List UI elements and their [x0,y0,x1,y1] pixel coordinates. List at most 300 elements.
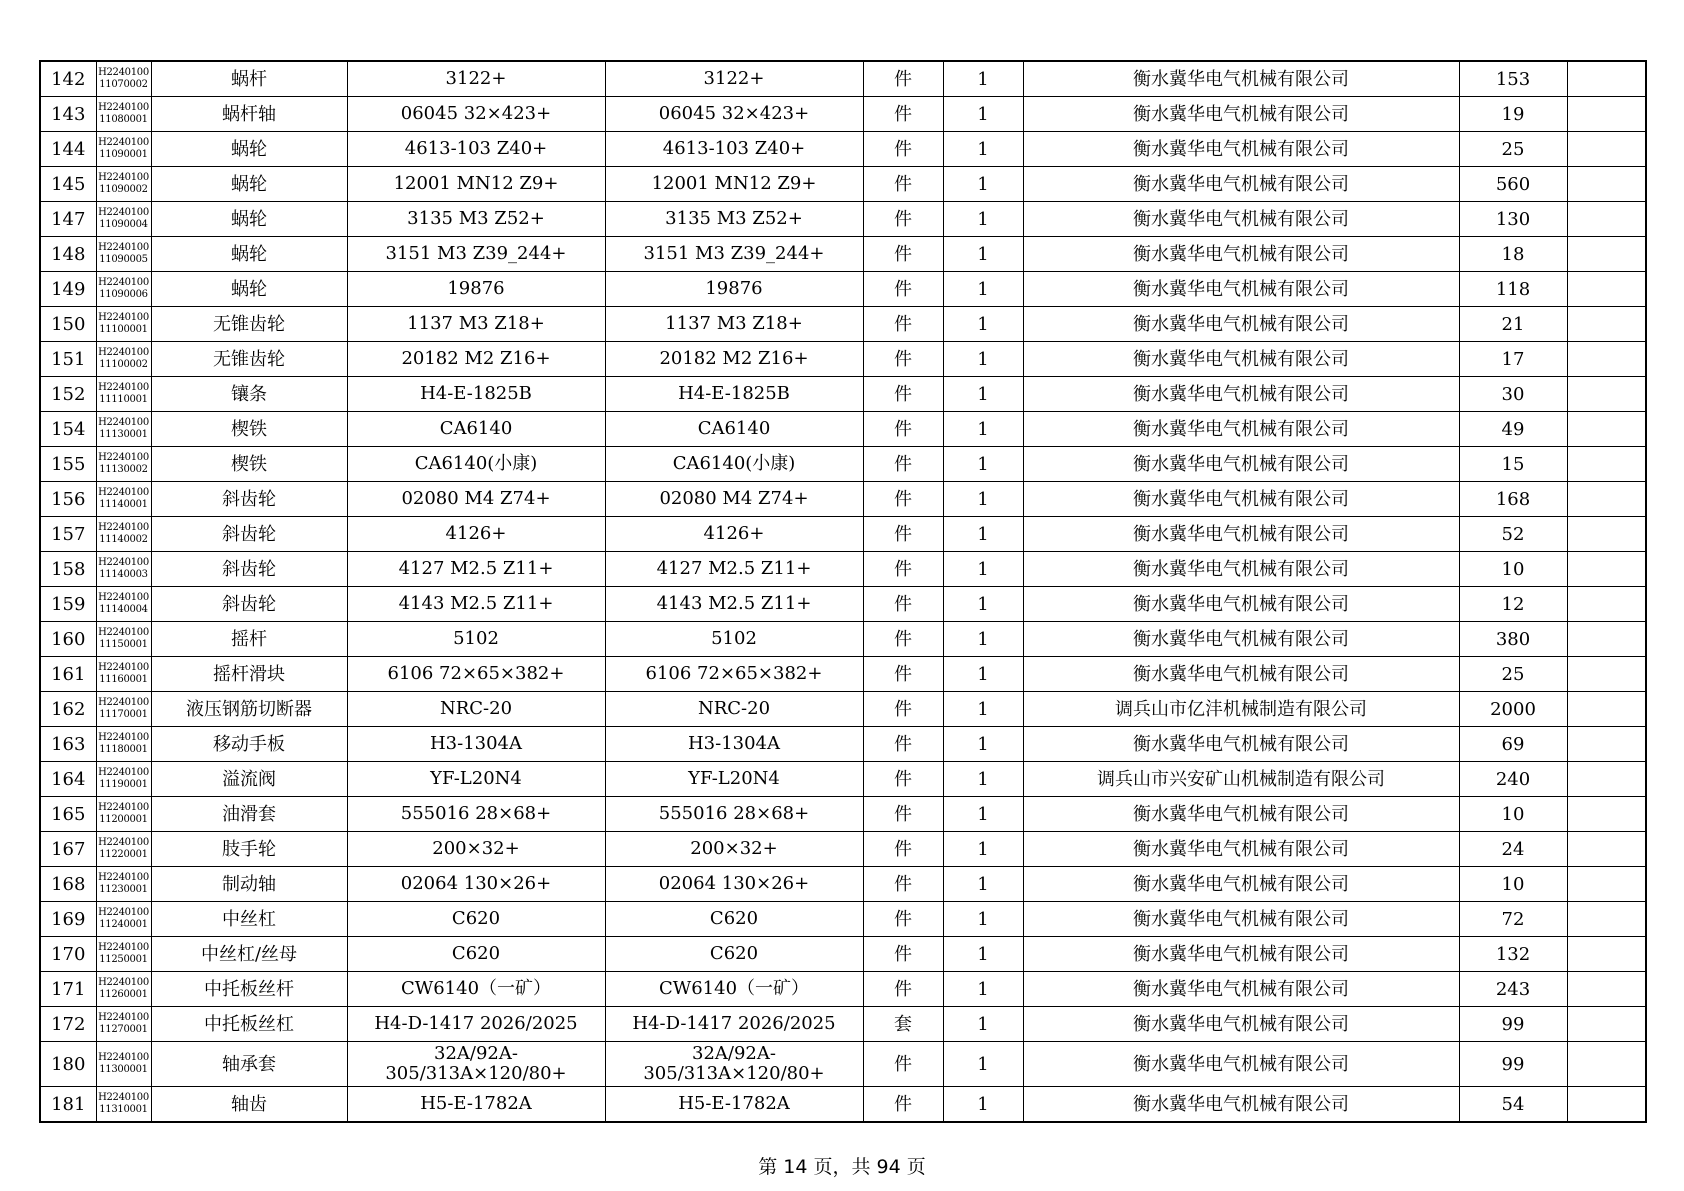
material-code-line: H2240100 [98,242,149,253]
material-code-line: H2240100 [98,662,149,673]
item-name-cell: 楔铁 [151,447,347,482]
row-number-cell: 157 [40,517,96,552]
material-code-line: H2240100 [98,382,149,393]
supplier-cell: 衡水冀华电气机械有限公司 [1023,657,1459,692]
item-name-cell: 轴齿 [151,1087,347,1123]
material-code-cell [96,587,151,622]
material-code-line: H2240100 [98,417,149,428]
quantity-cell: 1 [943,657,1023,692]
material-code-cell [96,902,151,937]
item-name-cell: 无锥齿轮 [151,307,347,342]
model-cell: YF-L20N4 [605,762,863,797]
supplier-cell: 衡水冀华电气机械有限公司 [1023,61,1459,97]
quantity-cell: 1 [943,762,1023,797]
material-code-cell [96,167,151,202]
spec-cell: 3135 M3 Z52+ [347,202,605,237]
model-cell: CW6140（一矿） [605,972,863,1007]
quantity-cell: 1 [943,902,1023,937]
spec-cell: 32A/92A-305/313A×120/80+ [347,1042,605,1087]
material-code-line: 11100001 [99,324,148,335]
price-cell: 240 [1459,762,1567,797]
material-code-line: 11090005 [99,254,148,265]
supplier-cell: 衡水冀华电气机械有限公司 [1023,972,1459,1007]
model-cell: 3151 M3 Z39_244+ [605,237,863,272]
row-number-cell: 156 [40,482,96,517]
quantity-cell: 1 [943,797,1023,832]
row-number-cell: 163 [40,727,96,762]
note-cell [1567,937,1646,972]
row-number-cell: 172 [40,1007,96,1042]
note-cell [1567,657,1646,692]
table-row [40,517,1646,552]
supplier-cell: 衡水冀华电气机械有限公司 [1023,867,1459,902]
material-code-line: 11090002 [99,184,148,195]
item-name-cell: 摇杆 [151,622,347,657]
model-cell: 06045 32×423+ [605,97,863,132]
spec-cell: CA6140(小康) [347,447,605,482]
quantity-cell: 1 [943,587,1023,622]
item-name-cell: 中丝杠 [151,902,347,937]
table-row [40,1042,1646,1087]
material-code-line: H2240100 [98,522,149,533]
supplier-cell: 调兵山市亿沣机械制造有限公司 [1023,692,1459,727]
material-code-cell [96,1042,151,1087]
price-cell: 10 [1459,552,1567,587]
quantity-cell: 1 [943,202,1023,237]
material-code-line: H2240100 [98,627,149,638]
price-cell: 54 [1459,1087,1567,1123]
model-cell: H5-E-1782A [605,1087,863,1123]
material-code-line: H2240100 [98,172,149,183]
item-name-cell: 无锥齿轮 [151,342,347,377]
row-number-cell: 159 [40,587,96,622]
spec-cell: H4-E-1825B [347,377,605,412]
item-name-cell: 蜗轮 [151,202,347,237]
row-number-cell: 168 [40,867,96,902]
unit-cell: 件 [863,517,943,552]
price-cell: 25 [1459,657,1567,692]
supplier-cell: 衡水冀华电气机械有限公司 [1023,482,1459,517]
quantity-cell: 1 [943,937,1023,972]
price-cell: 72 [1459,902,1567,937]
material-code-line: H2240100 [98,1052,149,1063]
material-code-line: 11110001 [99,394,148,405]
material-code-line: H2240100 [98,907,149,918]
table-row [40,342,1646,377]
quantity-cell: 1 [943,692,1023,727]
price-cell: 17 [1459,342,1567,377]
material-code-cell [96,202,151,237]
note-cell [1567,167,1646,202]
material-code-line: H2240100 [98,557,149,568]
model-cell: CA6140(小康) [605,447,863,482]
price-cell: 52 [1459,517,1567,552]
supplier-cell: 衡水冀华电气机械有限公司 [1023,517,1459,552]
spec-cell: 200×32+ [347,832,605,867]
unit-cell: 件 [863,762,943,797]
note-cell [1567,307,1646,342]
quantity-cell: 1 [943,1042,1023,1087]
spec-cell: 02080 M4 Z74+ [347,482,605,517]
item-name-cell: 蜗杆轴 [151,97,347,132]
material-code-cell [96,727,151,762]
quantity-cell: 1 [943,727,1023,762]
material-code-line: 11090001 [99,149,148,160]
supplier-cell: 调兵山市兴安矿山机械制造有限公司 [1023,762,1459,797]
item-name-cell: 斜齿轮 [151,482,347,517]
row-number-cell: 147 [40,202,96,237]
material-code-line: H2240100 [98,1012,149,1023]
model-cell: C620 [605,902,863,937]
table-row [40,167,1646,202]
spec-cell: 1137 M3 Z18+ [347,307,605,342]
material-code-line: 11200001 [99,814,148,825]
item-name-cell: 镶条 [151,377,347,412]
unit-cell: 件 [863,412,943,447]
unit-cell: 件 [863,482,943,517]
unit-cell: 件 [863,657,943,692]
note-cell [1567,692,1646,727]
unit-cell: 件 [863,377,943,412]
material-code-cell [96,342,151,377]
table-row [40,132,1646,167]
quantity-cell: 1 [943,482,1023,517]
table-row [40,657,1646,692]
material-code-line: 11270001 [99,1024,148,1035]
model-cell: 200×32+ [605,832,863,867]
unit-cell: 件 [863,61,943,97]
supplier-cell: 衡水冀华电气机械有限公司 [1023,167,1459,202]
row-number-cell: 164 [40,762,96,797]
quantity-cell: 1 [943,237,1023,272]
material-code-line: 11180001 [99,744,148,755]
material-code-cell [96,622,151,657]
note-cell [1567,727,1646,762]
material-code-cell [96,377,151,412]
row-number-cell: 167 [40,832,96,867]
material-code-line: H2240100 [98,312,149,323]
material-code-line: H2240100 [98,592,149,603]
unit-cell: 件 [863,937,943,972]
row-number-cell: 165 [40,797,96,832]
table-row [40,902,1646,937]
unit-cell: 件 [863,727,943,762]
unit-cell: 套 [863,1007,943,1042]
item-name-cell: 斜齿轮 [151,587,347,622]
spec-cell: NRC-20 [347,692,605,727]
spec-cell: H3-1304A [347,727,605,762]
model-cell: H4-E-1825B [605,377,863,412]
unit-cell: 件 [863,1042,943,1087]
item-name-cell: 楔铁 [151,412,347,447]
table-row [40,272,1646,307]
spec-cell: 06045 32×423+ [347,97,605,132]
supplier-cell: 衡水冀华电气机械有限公司 [1023,1087,1459,1123]
row-number-cell: 144 [40,132,96,167]
model-cell: 1137 M3 Z18+ [605,307,863,342]
spec-cell: 12001 MN12 Z9+ [347,167,605,202]
material-code-line: 11240001 [99,919,148,930]
spec-cell: 02064 130×26+ [347,867,605,902]
model-cell: 6106 72×65×382+ [605,657,863,692]
supplier-cell: 衡水冀华电气机械有限公司 [1023,622,1459,657]
item-name-cell: 中托板丝杠 [151,1007,347,1042]
table-row [40,97,1646,132]
unit-cell: 件 [863,447,943,482]
supplier-cell: 衡水冀华电气机械有限公司 [1023,552,1459,587]
supplier-cell: 衡水冀华电气机械有限公司 [1023,307,1459,342]
quantity-cell: 1 [943,552,1023,587]
material-code-cell [96,937,151,972]
quantity-cell: 1 [943,61,1023,97]
row-number-cell: 150 [40,307,96,342]
supplier-cell: 衡水冀华电气机械有限公司 [1023,902,1459,937]
spec-cell: 5102 [347,622,605,657]
model-cell: 3135 M3 Z52+ [605,202,863,237]
quantity-cell: 1 [943,307,1023,342]
material-code-cell [96,97,151,132]
material-code-cell [96,307,151,342]
table-row [40,762,1646,797]
item-name-cell: 移动手板 [151,727,347,762]
row-number-cell: 171 [40,972,96,1007]
quantity-cell: 1 [943,272,1023,307]
note-cell [1567,622,1646,657]
material-code-cell [96,552,151,587]
table-row [40,412,1646,447]
note-cell [1567,447,1646,482]
material-code-line: 11140003 [99,569,148,580]
material-code-line: 11250001 [99,954,148,965]
note-cell [1567,482,1646,517]
price-cell: 168 [1459,482,1567,517]
page-footer: 第 14 页，共 94 页 [758,1156,926,1178]
unit-cell: 件 [863,587,943,622]
table-row [40,937,1646,972]
table-row [40,727,1646,762]
item-name-cell: 轴承套 [151,1042,347,1087]
table-row [40,587,1646,622]
material-code-cell [96,797,151,832]
item-name-cell: 蜗杆 [151,61,347,97]
supplier-cell: 衡水冀华电气机械有限公司 [1023,202,1459,237]
row-number-cell: 169 [40,902,96,937]
table-row [40,237,1646,272]
item-name-cell: 蜗轮 [151,272,347,307]
model-cell: 3122+ [605,61,863,97]
supplier-cell: 衡水冀华电气机械有限公司 [1023,797,1459,832]
price-cell: 18 [1459,237,1567,272]
price-cell: 2000 [1459,692,1567,727]
table-row [40,867,1646,902]
price-cell: 25 [1459,132,1567,167]
model-cell: 32A/92A-305/313A×120/80+ [605,1042,863,1087]
quantity-cell: 1 [943,412,1023,447]
unit-cell: 件 [863,342,943,377]
unit-cell: 件 [863,202,943,237]
quantity-cell: 1 [943,447,1023,482]
price-cell: 21 [1459,307,1567,342]
item-name-cell: 液压钢筋切断器 [151,692,347,727]
note-cell [1567,237,1646,272]
material-code-line: H2240100 [98,452,149,463]
table-row [40,447,1646,482]
note-cell [1567,867,1646,902]
note-cell [1567,832,1646,867]
table-row [40,377,1646,412]
price-cell: 24 [1459,832,1567,867]
row-number-cell: 154 [40,412,96,447]
row-number-cell: 145 [40,167,96,202]
note-cell [1567,517,1646,552]
note-cell [1567,972,1646,1007]
note-cell [1567,61,1646,97]
supplier-cell: 衡水冀华电气机械有限公司 [1023,132,1459,167]
note-cell [1567,1007,1646,1042]
supplier-cell: 衡水冀华电气机械有限公司 [1023,237,1459,272]
table-row [40,1007,1646,1042]
supplier-cell: 衡水冀华电气机械有限公司 [1023,587,1459,622]
material-code-line: 11130001 [99,429,148,440]
table-row [40,482,1646,517]
note-cell [1567,1042,1646,1087]
supplier-cell: 衡水冀华电气机械有限公司 [1023,447,1459,482]
material-code-line: 11140002 [99,534,148,545]
material-code-line: 11090006 [99,289,148,300]
supplier-cell: 衡水冀华电气机械有限公司 [1023,937,1459,972]
item-name-cell: 蜗轮 [151,167,347,202]
note-cell [1567,797,1646,832]
supplier-cell: 衡水冀华电气机械有限公司 [1023,727,1459,762]
row-number-cell: 143 [40,97,96,132]
material-code-cell [96,762,151,797]
row-number-cell: 181 [40,1087,96,1123]
material-code-line: H2240100 [98,942,149,953]
model-cell: 555016 28×68+ [605,797,863,832]
model-cell: H3-1304A [605,727,863,762]
item-name-cell: 中丝杠/丝母 [151,937,347,972]
unit-cell: 件 [863,167,943,202]
price-cell: 12 [1459,587,1567,622]
material-code-line: 11130002 [99,464,148,475]
note-cell [1567,97,1646,132]
table-row [40,552,1646,587]
row-number-cell: 170 [40,937,96,972]
material-code-cell [96,447,151,482]
unit-cell: 件 [863,307,943,342]
row-number-cell: 151 [40,342,96,377]
item-name-cell: 制动轴 [151,867,347,902]
parts-table [39,60,1647,1123]
row-number-cell: 161 [40,657,96,692]
unit-cell: 件 [863,797,943,832]
material-code-cell [96,237,151,272]
unit-cell: 件 [863,692,943,727]
quantity-cell: 1 [943,832,1023,867]
material-code-line: H2240100 [98,837,149,848]
price-cell: 10 [1459,797,1567,832]
material-code-line: H2240100 [98,277,149,288]
model-cell: CA6140 [605,412,863,447]
model-cell: 4613-103 Z40+ [605,132,863,167]
supplier-cell: 衡水冀华电气机械有限公司 [1023,97,1459,132]
spec-cell: 555016 28×68+ [347,797,605,832]
item-name-cell: 摇杆滑块 [151,657,347,692]
model-cell: 02064 130×26+ [605,867,863,902]
row-number-cell: 152 [40,377,96,412]
material-code-line: 11100002 [99,359,148,370]
material-code-line: H2240100 [98,697,149,708]
price-cell: 15 [1459,447,1567,482]
spec-cell: 4613-103 Z40+ [347,132,605,167]
material-code-line: 11260001 [99,989,148,1000]
unit-cell: 件 [863,902,943,937]
material-code-line: H2240100 [98,767,149,778]
quantity-cell: 1 [943,342,1023,377]
model-cell: C620 [605,937,863,972]
material-code-line: 11170001 [99,709,148,720]
spec-cell: 4127 M2.5 Z11+ [347,552,605,587]
unit-cell: 件 [863,972,943,1007]
spec-cell: H5-E-1782A [347,1087,605,1123]
quantity-cell: 1 [943,167,1023,202]
material-code-cell [96,61,151,97]
table-row [40,797,1646,832]
material-code-line: 11190001 [99,779,148,790]
quantity-cell: 1 [943,1007,1023,1042]
spec-cell: 4126+ [347,517,605,552]
material-code-cell [96,132,151,167]
supplier-cell: 衡水冀华电气机械有限公司 [1023,377,1459,412]
material-code-cell [96,272,151,307]
model-cell: 4143 M2.5 Z11+ [605,587,863,622]
price-cell: 19 [1459,97,1567,132]
price-cell: 243 [1459,972,1567,1007]
unit-cell: 件 [863,97,943,132]
supplier-cell: 衡水冀华电气机械有限公司 [1023,272,1459,307]
spec-cell: CW6140（一矿） [347,972,605,1007]
material-code-cell [96,1007,151,1042]
material-code-line: H2240100 [98,207,149,218]
price-cell: 99 [1459,1042,1567,1087]
model-cell: 20182 M2 Z16+ [605,342,863,377]
item-name-cell: 溢流阀 [151,762,347,797]
spec-cell: 20182 M2 Z16+ [347,342,605,377]
material-code-cell [96,657,151,692]
price-cell: 99 [1459,1007,1567,1042]
table-body [40,61,1646,1122]
note-cell [1567,272,1646,307]
note-cell [1567,202,1646,237]
table-row [40,307,1646,342]
unit-cell: 件 [863,132,943,167]
note-cell [1567,412,1646,447]
row-number-cell: 155 [40,447,96,482]
price-cell: 10 [1459,867,1567,902]
material-code-cell [96,412,151,447]
spec-cell: H4-D-1417 2026/2025 [347,1007,605,1042]
spec-cell: 3151 M3 Z39_244+ [347,237,605,272]
row-number-cell: 142 [40,61,96,97]
supplier-cell: 衡水冀华电气机械有限公司 [1023,412,1459,447]
material-code-line: H2240100 [98,732,149,743]
material-code-line: 11150001 [99,639,148,650]
material-code-line: 11160001 [99,674,148,685]
note-cell [1567,902,1646,937]
material-code-line: 11310001 [99,1104,148,1115]
row-number-cell: 160 [40,622,96,657]
note-cell [1567,377,1646,412]
